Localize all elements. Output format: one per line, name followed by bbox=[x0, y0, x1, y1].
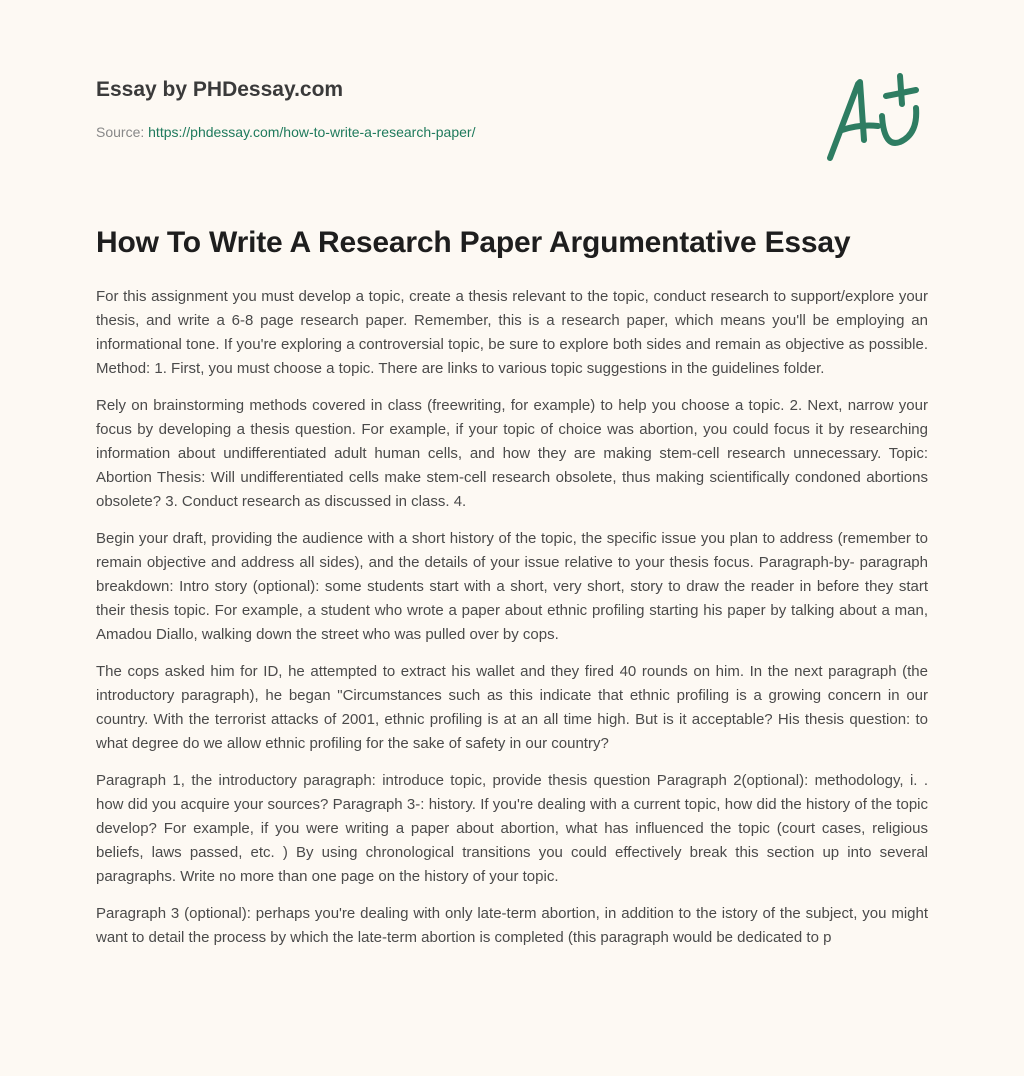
source-label: Source: bbox=[96, 124, 145, 140]
article-title: How To Write A Research Paper Argumentative Essay bbox=[96, 226, 851, 259]
a-plus-logo-icon bbox=[820, 70, 930, 165]
paragraph: Rely on brainstorming methods covered in class (freewriting, for example) to help you choose a topic. 2. Next, narrow your focus by developing a thesis question. For example, if your topic of choice was abortion, you could focus it by researching information about undifferentiated adult human cells, and how they are making stem-cell research unnecessary. Topic: Abortion Thesis: Will undifferentiated cells make stem-cell research obsolete, thus making scientifically condoned abortions obsolete? 3. Conduct research as discussed in class. 4. bbox=[96, 397, 928, 510]
paragraph: Paragraph 1, the introductory paragraph: introduce topic, provide thesis question Paragraph 2(optional): methodology, i. . how did you acquire your sources? Paragraph 3-: history. If you're dealing with a current topic, how did the history of the topic develop? For example, if you were writing a paper about abortion, what has influenced the topic (court cases, religious beliefs, laws passed, etc. ) By using chronological transitions you could effectively break this section up into several paragraphs. Write no more than one page on the history of your topic. bbox=[96, 772, 928, 885]
source-link[interactable]: https://phdessay.com/how-to-write-a-research-paper/ bbox=[148, 124, 476, 140]
source-line bbox=[96, 124, 475, 140]
article-body bbox=[96, 285, 928, 963]
paragraph: Paragraph 3 (optional): perhaps you're dealing with only late-term abortion, in addition to the istory of the subject, you might want to detail the process by which the late-term abortion is completed (this paragraph would be dedicated to p bbox=[96, 905, 928, 946]
paragraph: For this assignment you must develop a topic, create a thesis relevant to the topic, conduct research to support/explore your thesis, and write a 6-8 page research paper. Remember, this is a research paper, which means you'll be employing an informational tone. If you're exploring a controversial topic, be sure to explore both sides and remain as objective as possible. Method: 1. First, you must choose a topic. There are links to various topic suggestions in the guidelines folder. bbox=[96, 288, 928, 377]
site-title: Essay by PHDessay.com bbox=[96, 78, 344, 101]
paragraph: The cops asked him for ID, he attempted to extract his wallet and they fired 40 rounds on him. In the next paragraph (the introductory paragraph), he began "Circumstances such as this indicate that ethnic profiling is a growing concern in our country. With the terrorist attacks of 2001, ethnic profiling is at an all time high. But is it acceptable? His thesis question: to what degree do we allow ethnic profiling for the sake of safety in our country? bbox=[96, 663, 928, 752]
paragraph: Begin your draft, providing the audience with a short history of the topic, the specific issue you plan to address (remember to remain objective and address all sides), and the details of your issue relative to your thesis focus. Paragraph-by- paragraph breakdown: Intro story (optional): some students start with a short, very short, story to draw the reader in before they start their thesis topic. For example, a student who wrote a paper about ethnic profiling starting his paper by talking about a man, Amadou Diallo, walking down the street who was pulled over by cops. bbox=[96, 530, 928, 643]
